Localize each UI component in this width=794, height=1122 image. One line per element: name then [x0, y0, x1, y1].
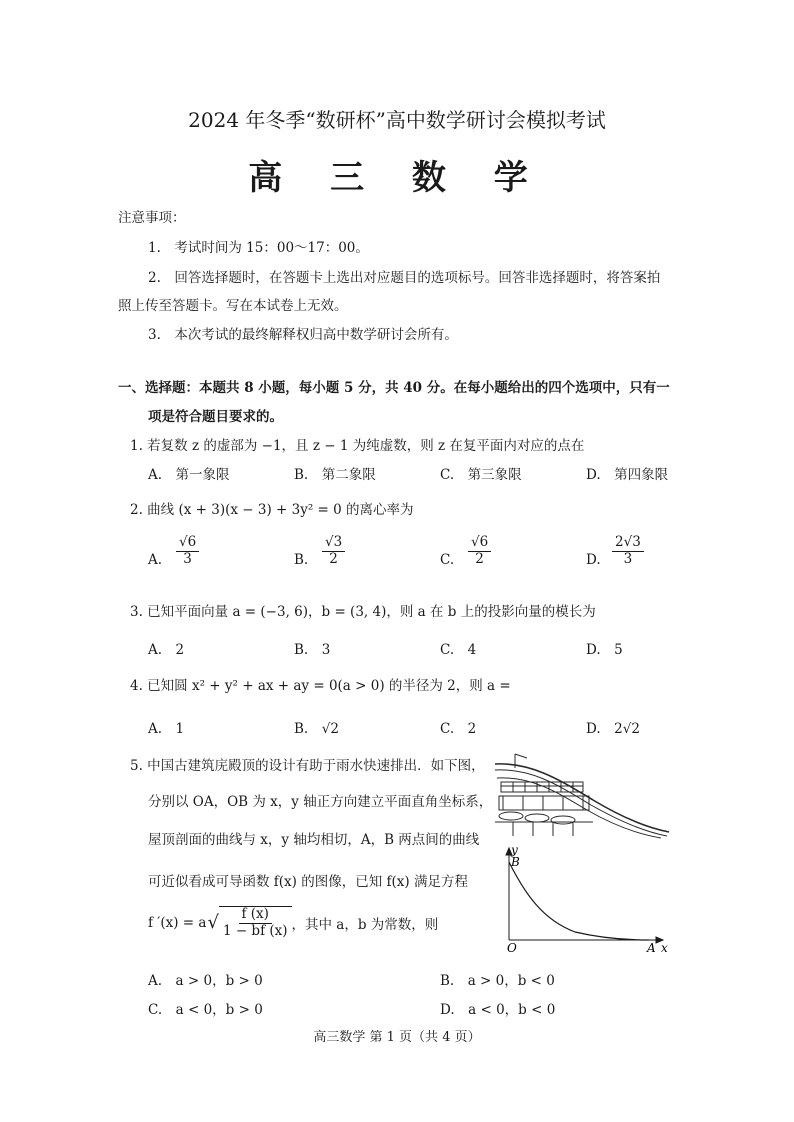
q5-sqrt-body	[219, 906, 292, 939]
q2-stem: 2. 曲线 (x + 3)(x − 3) + 3y² = 0 的离心率为	[130, 502, 414, 518]
subject-title: 高 三 数 学	[248, 158, 546, 198]
sqrt-icon: √	[207, 912, 219, 934]
roof-illustration	[493, 752, 671, 840]
q3-option-a: A. 2	[148, 642, 185, 658]
q3-option-b: B. 3	[294, 642, 331, 658]
q5-equation-numerator: f (x)	[239, 907, 272, 924]
q2-a-numerator: √6	[176, 535, 199, 552]
q5-option-b: B. a > 0，b < 0	[440, 973, 555, 989]
q4-option-a: A. 1	[148, 721, 185, 737]
page-footer: 高三数学 第 1 页（共 4 页）	[313, 1030, 481, 1045]
section1-heading-line1: 一、选择题：本题共 8 小题，每小题 5 分，共 40 分。在每小题给出的四个选项中，只有一	[118, 380, 670, 396]
q5-equation	[148, 906, 438, 939]
notice-item-2: 2. 回答选择题时，在答题卡上选出对应题目的选项标号。回答非选择题时，将答案拍	[148, 270, 661, 286]
notice-item-3: 3. 本次考试的最终解释权归高中数学研讨会所有。	[148, 327, 458, 343]
q5-graph	[495, 842, 673, 954]
q2-b-denominator: 2	[329, 550, 338, 567]
q1-option-a: A. 第一象限	[148, 467, 230, 483]
notice-item-2-cont: 照上传至答题卡。写在本试卷上无效。	[118, 298, 348, 314]
q3-option-c: C. 4	[440, 642, 477, 658]
q2-a-denominator: 3	[183, 550, 192, 567]
q2-b-numerator: √3	[322, 535, 345, 552]
q2-c-denominator: 2	[475, 550, 484, 567]
q4-stem: 4. 已知圆 x² + y² + ax + ay = 0(a > 0) 的半径为 2，则 a =	[130, 678, 511, 694]
q2-option-a-label: A.	[148, 552, 163, 568]
graph-label-x: x	[661, 941, 668, 954]
q1-stem: 1. 若复数 z 的虚部为 −1，且 z − 1 为纯虚数，则 z 在复平面内对应的点在	[130, 438, 585, 454]
q4-option-c: C. 2	[440, 721, 477, 737]
q1-option-b: B. 第二象限	[294, 467, 376, 483]
q2-option-c-value	[468, 535, 491, 567]
graph-label-o: O	[507, 941, 517, 954]
q5-line1: 5. 中国古建筑庑殿顶的设计有助于雨水快速排出．如下图，	[130, 758, 485, 774]
q2-option-a-value	[176, 535, 199, 567]
notice-item-1: 1. 考试时间为 15：00～17：00。	[148, 240, 369, 256]
section1-heading-line2: 项是符合题目要求的。	[148, 409, 283, 425]
q5-line4: 可近似看成可导函数 f(x) 的图像，已知 f(x) 满足方程	[148, 874, 468, 890]
q5-line2: 分别以 OA，OB 为 x，y 轴正方向建立平面直角坐标系，	[148, 794, 493, 810]
curve-f	[509, 862, 649, 940]
q2-option-d-label: D.	[586, 552, 601, 568]
q5-line3: 屋顶剖面的曲线与 x，y 轴均相切，A，B 两点间的曲线	[148, 832, 480, 848]
q2-d-denominator: 3	[623, 550, 633, 567]
graph-label-b: B	[511, 855, 520, 869]
graph-label-a: A	[647, 941, 656, 954]
q3-option-d: D. 5	[586, 642, 623, 658]
notice-heading: 注意事项：	[118, 210, 186, 226]
graph-label-y: y	[511, 843, 518, 857]
q3-stem: 3. 已知平面向量 a = (−3, 6)，b = (3, 4)，则 a 在 b 上的投影向量的模长为	[130, 604, 596, 620]
q2-option-c-label: C.	[440, 552, 455, 568]
q2-d-numerator: 2√3	[612, 535, 644, 552]
q5-option-d: D. a < 0，b < 0	[440, 1002, 556, 1018]
q1-option-c: C. 第三象限	[440, 467, 522, 483]
exam-title: 2024 年冬季“数研杯”高中数学研讨会模拟考试	[188, 108, 606, 132]
q2-option-d-value	[612, 535, 644, 567]
q5-option-a: A. a > 0，b > 0	[148, 973, 263, 989]
q5-option-c: C. a < 0，b > 0	[148, 1002, 263, 1018]
q2-option-b-value	[322, 535, 345, 567]
q2-c-numerator: √6	[468, 535, 491, 552]
q5-equation-denominator: 1 − bf (x)	[222, 922, 288, 939]
q2-option-b-label: B.	[294, 552, 309, 568]
q4-option-d: D. 2√2	[586, 721, 640, 737]
q5-equation-lhs: f ′(x) = a	[148, 914, 207, 931]
q4-option-b: B. √2	[294, 721, 339, 737]
q5-equation-tail: ，其中 a，b 为常数，则	[291, 916, 439, 933]
q1-option-d: D. 第四象限	[586, 467, 669, 483]
